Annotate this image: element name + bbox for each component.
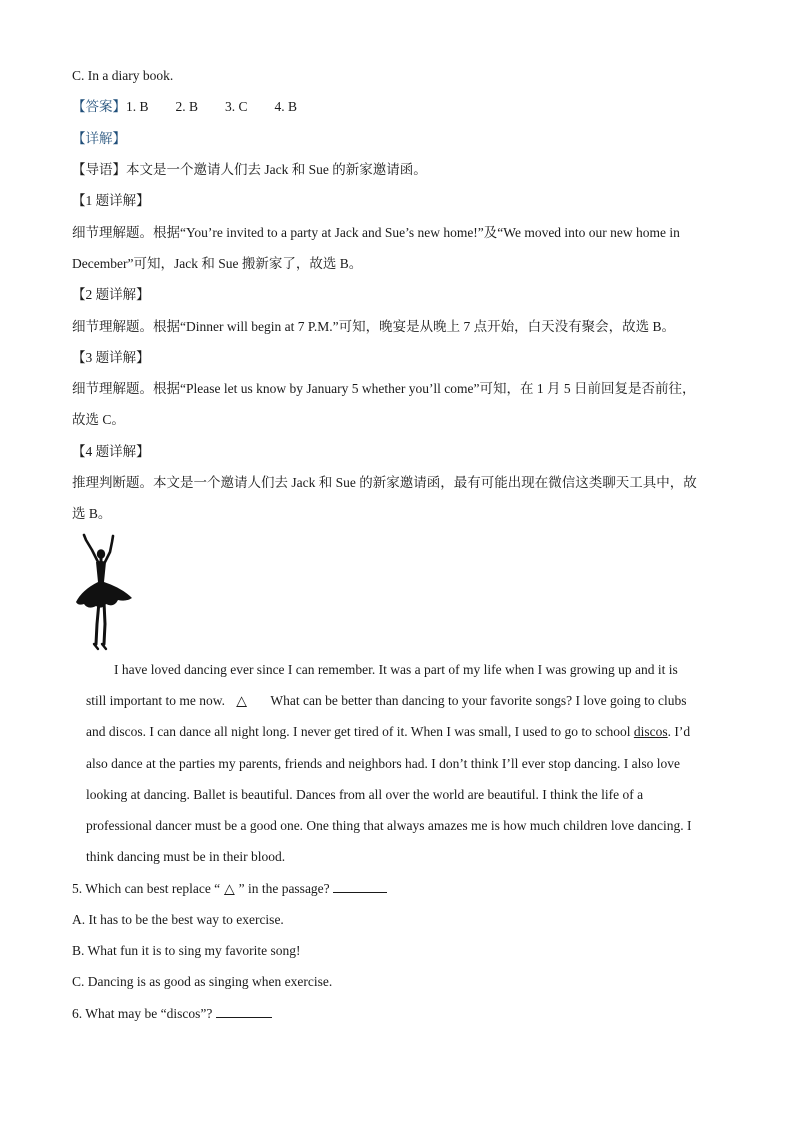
q6-answer-blank[interactable] — [216, 1004, 272, 1018]
q4-label: 【4 题详解】 — [72, 444, 150, 459]
passage-line-5: looking at dancing. Ballet is beautiful. Dances from all over the world are beautiful. I think the life of a — [86, 787, 644, 802]
q6-stem-text: 6. What may be “discos”? — [72, 1006, 213, 1021]
answer-label: 【答案】 — [72, 99, 126, 114]
answer-2: 2. B — [175, 99, 199, 114]
q6-stem — [72, 1004, 272, 1023]
q3-explanation-line1: 细节理解题。根据“Please let us know by January 5 whether you’ll come”可知，在 1 月 5 日前回复是否前往， — [72, 381, 696, 396]
q2-explanation-line1: 细节理解题。根据“Dinner will begin at 7 P.M.”可知，晚宴是从晚上 7 点开始，白天没有聚会，故选 B。 — [72, 319, 675, 334]
passage-line-3 — [86, 723, 690, 741]
intro-label: 【导语】 — [72, 162, 126, 177]
prev-option-c: C. In a diary book. — [72, 68, 174, 83]
passage-line-3-text: and discos. I can dance all night long. I never get tired of it. When I was small, I used to go to school — [86, 724, 631, 739]
passage-line-4: also dance at the parties my parents, friends and neighbors had. I don’t think I’ll ever stop dancing. I also love — [86, 756, 680, 771]
answer-4: 4. B — [274, 99, 298, 114]
detail-label: 【详解】 — [72, 131, 126, 146]
passage-line-2 — [86, 692, 687, 710]
q4-explanation-line2: 选 B。 — [72, 506, 112, 521]
passage-line-2-rest: What can be better than dancing to your favorite songs? I love going to clubs — [270, 693, 687, 708]
passage-line-2-start: still important to me now. — [86, 693, 225, 708]
answer-1: 1. B — [126, 99, 149, 114]
q5-stem-marker: △ — [224, 881, 235, 896]
answer-row — [72, 98, 324, 116]
q5-option-c: C. Dancing is as good as singing when exercise. — [72, 974, 333, 989]
q5-stem-end: ” in the passage? — [238, 881, 330, 896]
q1-explanation-line2: December”可知，Jack 和 Sue 搬新家了，故选 B。 — [72, 256, 363, 271]
blank-marker: △ — [236, 693, 247, 708]
q5-option-a: A. It has to be the best way to exercise. — [72, 912, 284, 927]
q3-label: 【3 题详解】 — [72, 350, 150, 365]
passage-line-6: professional dancer must be a good one. One thing that always amazes me is how much children love dancing. I — [86, 818, 692, 833]
q1-explanation-line1: 细节理解题。根据“You’re invited to a party at Jack and Sue’s new home!”及“We moved into our new home in — [72, 225, 680, 240]
q5-stem-start: 5. Which can best replace “ — [72, 881, 221, 896]
passage-line-3-end: . I’d — [667, 724, 691, 739]
q1-label: 【1 题详解】 — [72, 193, 150, 208]
intro-line — [72, 161, 427, 179]
passage-line-7: think dancing must be in their blood. — [86, 849, 286, 864]
answer-3: 3. C — [225, 99, 248, 114]
q5-option-b: B. What fun it is to sing my favorite song! — [72, 943, 301, 958]
q4-explanation-line1: 推理判断题。本文是一个邀请人们去 Jack 和 Sue 的新家邀请函，最有可能出现在微信这类聊天工具中，故 — [72, 475, 697, 490]
q5-answer-blank[interactable] — [333, 879, 387, 893]
passage-line-1: I have loved dancing ever since I can remember. It was a part of my life when I was growing up and it is — [114, 662, 678, 677]
intro-text: 本文是一个邀请人们去 Jack 和 Sue 的新家邀请函。 — [126, 162, 427, 177]
q2-label: 【2 题详解】 — [72, 287, 150, 302]
q5-stem — [72, 879, 387, 898]
discos-underlined-word: discos — [633, 724, 668, 739]
q3-explanation-line2: 故选 C。 — [72, 412, 125, 427]
ballerina-silhouette-icon — [72, 532, 134, 652]
